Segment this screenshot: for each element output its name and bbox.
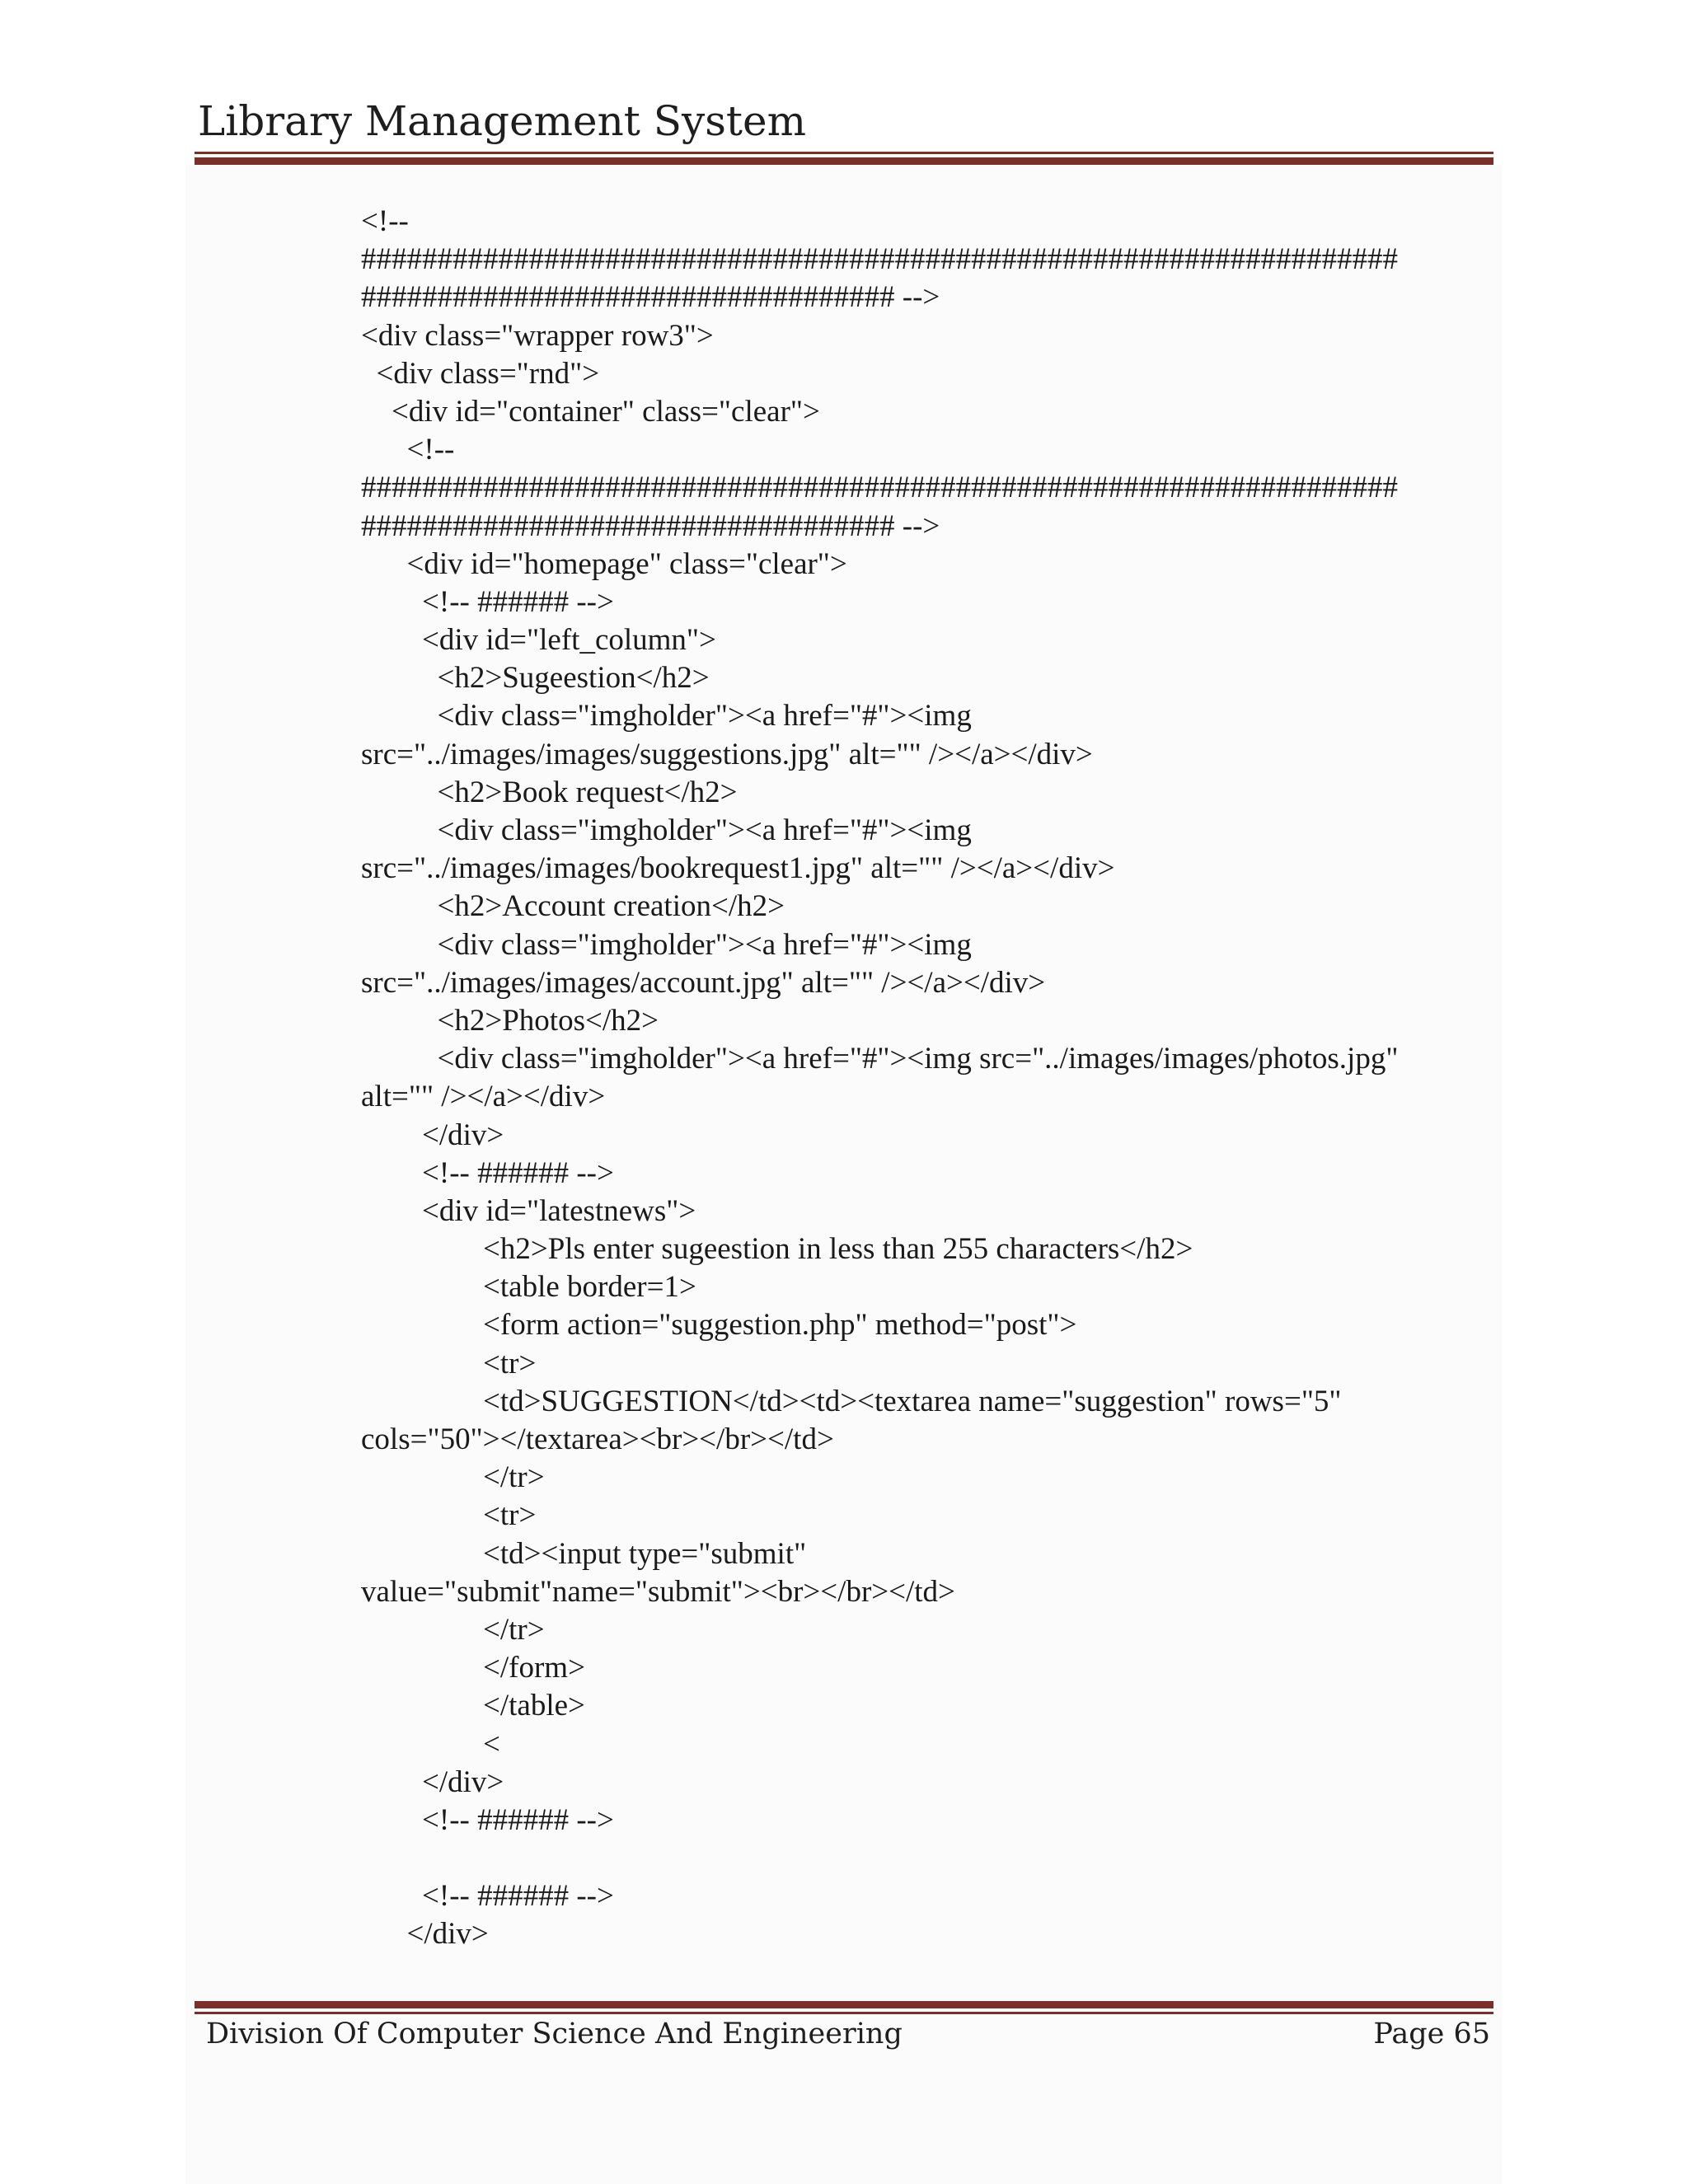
code-line: src="../images/images/suggestions.jpg" alt="" /></a></div> <box>361 737 1093 771</box>
code-line: </table> <box>361 1689 585 1723</box>
page-number: Page 65 <box>1373 2018 1490 2050</box>
code-line: cols="50"></textarea><br></br></td> <box>361 1422 834 1456</box>
code-line: </div> <box>361 1765 504 1799</box>
footer-division-name: Division Of Computer Science And Engineering <box>206 2018 903 2050</box>
code-line: <!-- ###### --> <box>361 1802 614 1837</box>
code-line: <div id="homepage" class="clear"> <box>361 546 847 581</box>
code-line: <h2>Pls enter sugeestion in less than 255 characters</h2> <box>361 1232 1193 1267</box>
code-line: ################################### --> <box>361 280 940 315</box>
code-line: <h2>Sugeestion</h2> <box>361 661 710 696</box>
code-line: <tr> <box>361 1498 537 1533</box>
code-line: </form> <box>361 1651 585 1685</box>
code-line: <h2>Account creation</h2> <box>361 889 785 924</box>
code-line <box>361 1840 1494 1877</box>
code-line: <!-- <box>361 433 455 467</box>
code-line: value="submit"name="submit"><br></br></td> <box>361 1574 955 1609</box>
code-line: <!-- <box>361 204 409 238</box>
code-line: #################################################################### <box>361 242 1398 277</box>
footer-divider <box>195 2001 1493 2014</box>
code-line: </div> <box>361 1118 504 1152</box>
code-line: <td>SUGGESTION</td><td><textarea name="suggestion" rows="5" <box>361 1384 1342 1418</box>
code-line: <!-- ###### --> <box>361 1879 614 1914</box>
code-line: ################################### --> <box>361 509 940 543</box>
header-divider <box>195 152 1493 165</box>
code-line: src="../images/images/account.jpg" alt="" /></a></div> <box>361 965 1046 1000</box>
code-line: <div class="imgholder"><a href="#"><img <box>361 699 972 733</box>
code-line: < <box>361 1727 500 1761</box>
code-line: <div id="latestnews"> <box>361 1193 696 1228</box>
page-header-title: Library Management System <box>198 97 807 145</box>
code-line: <div class="imgholder"><a href="#"><img <box>361 813 972 847</box>
code-line: <div id="left_column"> <box>361 623 716 658</box>
code-line: <div class="imgholder"><a href="#"><img src="../images/images/photos.jpg" <box>361 1042 1399 1076</box>
code-line: alt="" /></a></div> <box>361 1080 606 1114</box>
code-line: </div> <box>361 1917 489 1952</box>
code-line: <table border=1> <box>361 1270 696 1305</box>
code-line: <tr> <box>361 1346 537 1380</box>
code-line: <div class="rnd"> <box>361 356 600 391</box>
code-line: <!-- ###### --> <box>361 1155 614 1190</box>
code-line: <div class="wrapper row3"> <box>361 318 714 353</box>
code-listing <box>361 203 1494 1954</box>
code-line: <h2>Photos</h2> <box>361 1003 659 1038</box>
code-line: #################################################################### <box>361 471 1398 505</box>
code-line: src="../images/images/bookrequest1.jpg" alt="" /></a></div> <box>361 851 1115 886</box>
code-line: <div id="container" class="clear"> <box>361 394 820 429</box>
code-line: <div class="imgholder"><a href="#"><img <box>361 927 972 962</box>
code-line: </tr> <box>361 1612 545 1647</box>
code-line: <td><input type="submit" <box>361 1536 807 1571</box>
code-line: <!-- ###### --> <box>361 584 614 619</box>
code-line: <h2>Book request</h2> <box>361 775 738 809</box>
code-line: </tr> <box>361 1460 545 1495</box>
code-line: <form action="suggestion.php" method="post"> <box>361 1308 1077 1343</box>
